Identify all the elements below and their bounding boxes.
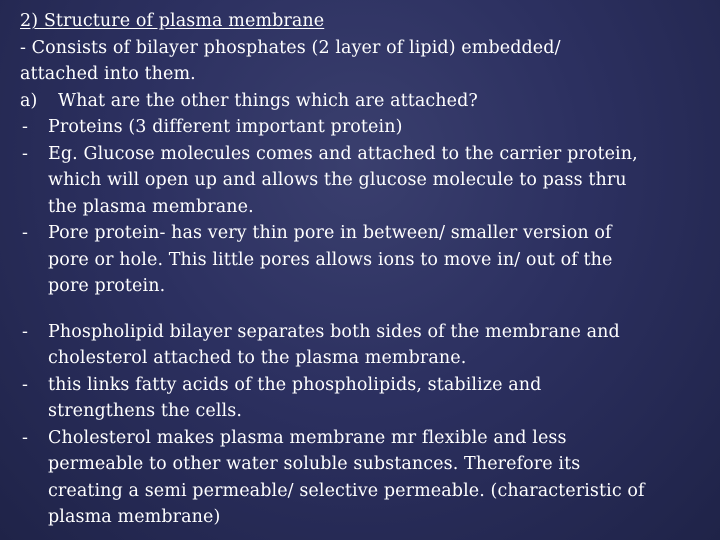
bullet-continuation: which will open up and allows the glucose molecule to pass thru [48,170,627,190]
bullet-item [20,220,700,300]
bullet-text: Eg. Glucose molecules comes and attached to the carrier protein, [48,143,638,164]
bullet-line [20,220,700,247]
slide-title: 2) Structure of plasma membrane [20,11,325,31]
bullet-item [20,141,700,221]
bullet-item [20,372,700,425]
question-text: What are the other things which are attached? [58,90,478,111]
bullet-item [20,114,700,141]
bullet-marker: - [22,223,29,243]
bullet-marker: - [22,427,29,448]
bullet-continuation: the plasma membrane. [48,196,254,217]
bullet-item [20,319,700,372]
bullet-line [20,319,700,346]
bullet-continuation: creating a semi permeable/ selective permeable. (characteristic of [48,480,645,501]
bullet-text: this links fatty acids of the phospholipids, stabilize and [48,374,542,395]
bullet-continuation: pore protein. [48,276,166,296]
bullet-continuation: permeable to other water soluble substances. Therefore its [48,454,581,474]
intro-line-2: attached into them. [20,64,196,84]
bullet-line [20,141,700,168]
bullet-text: Cholesterol makes plasma membrane mr flexible and less [48,427,567,448]
question-item [20,88,700,115]
bullet-continuation: strengthens the cells. [48,401,242,421]
bullet-line [20,372,700,399]
bullet-continuation: plasma membrane) [48,507,221,527]
section-gap [20,300,700,319]
bullet-marker: - [22,374,29,395]
bullet-text: Proteins (3 different important protein) [48,117,403,137]
bullet-line [20,425,700,452]
bullet-continuation: cholesterol attached to the plasma membrane. [48,348,467,368]
bullet-marker: - [22,321,29,342]
bullet-continuation: pore or hole. This little pores allows ions to move in/ out of the [48,249,613,270]
bullet-marker: - [22,117,29,137]
intro-line-1: - Consists of bilayer phosphates (2 layer of lipid) embedded/ [20,37,561,58]
question-marker: a) [20,90,38,111]
bullet-text: Phospholipid bilayer separates both sides of the membrane and [48,321,620,342]
bullet-text: Pore protein- has very thin pore in between/ smaller version of [48,223,612,243]
bullet-item [20,425,700,531]
bullet-marker: - [22,143,29,164]
bullet-line [20,114,700,141]
